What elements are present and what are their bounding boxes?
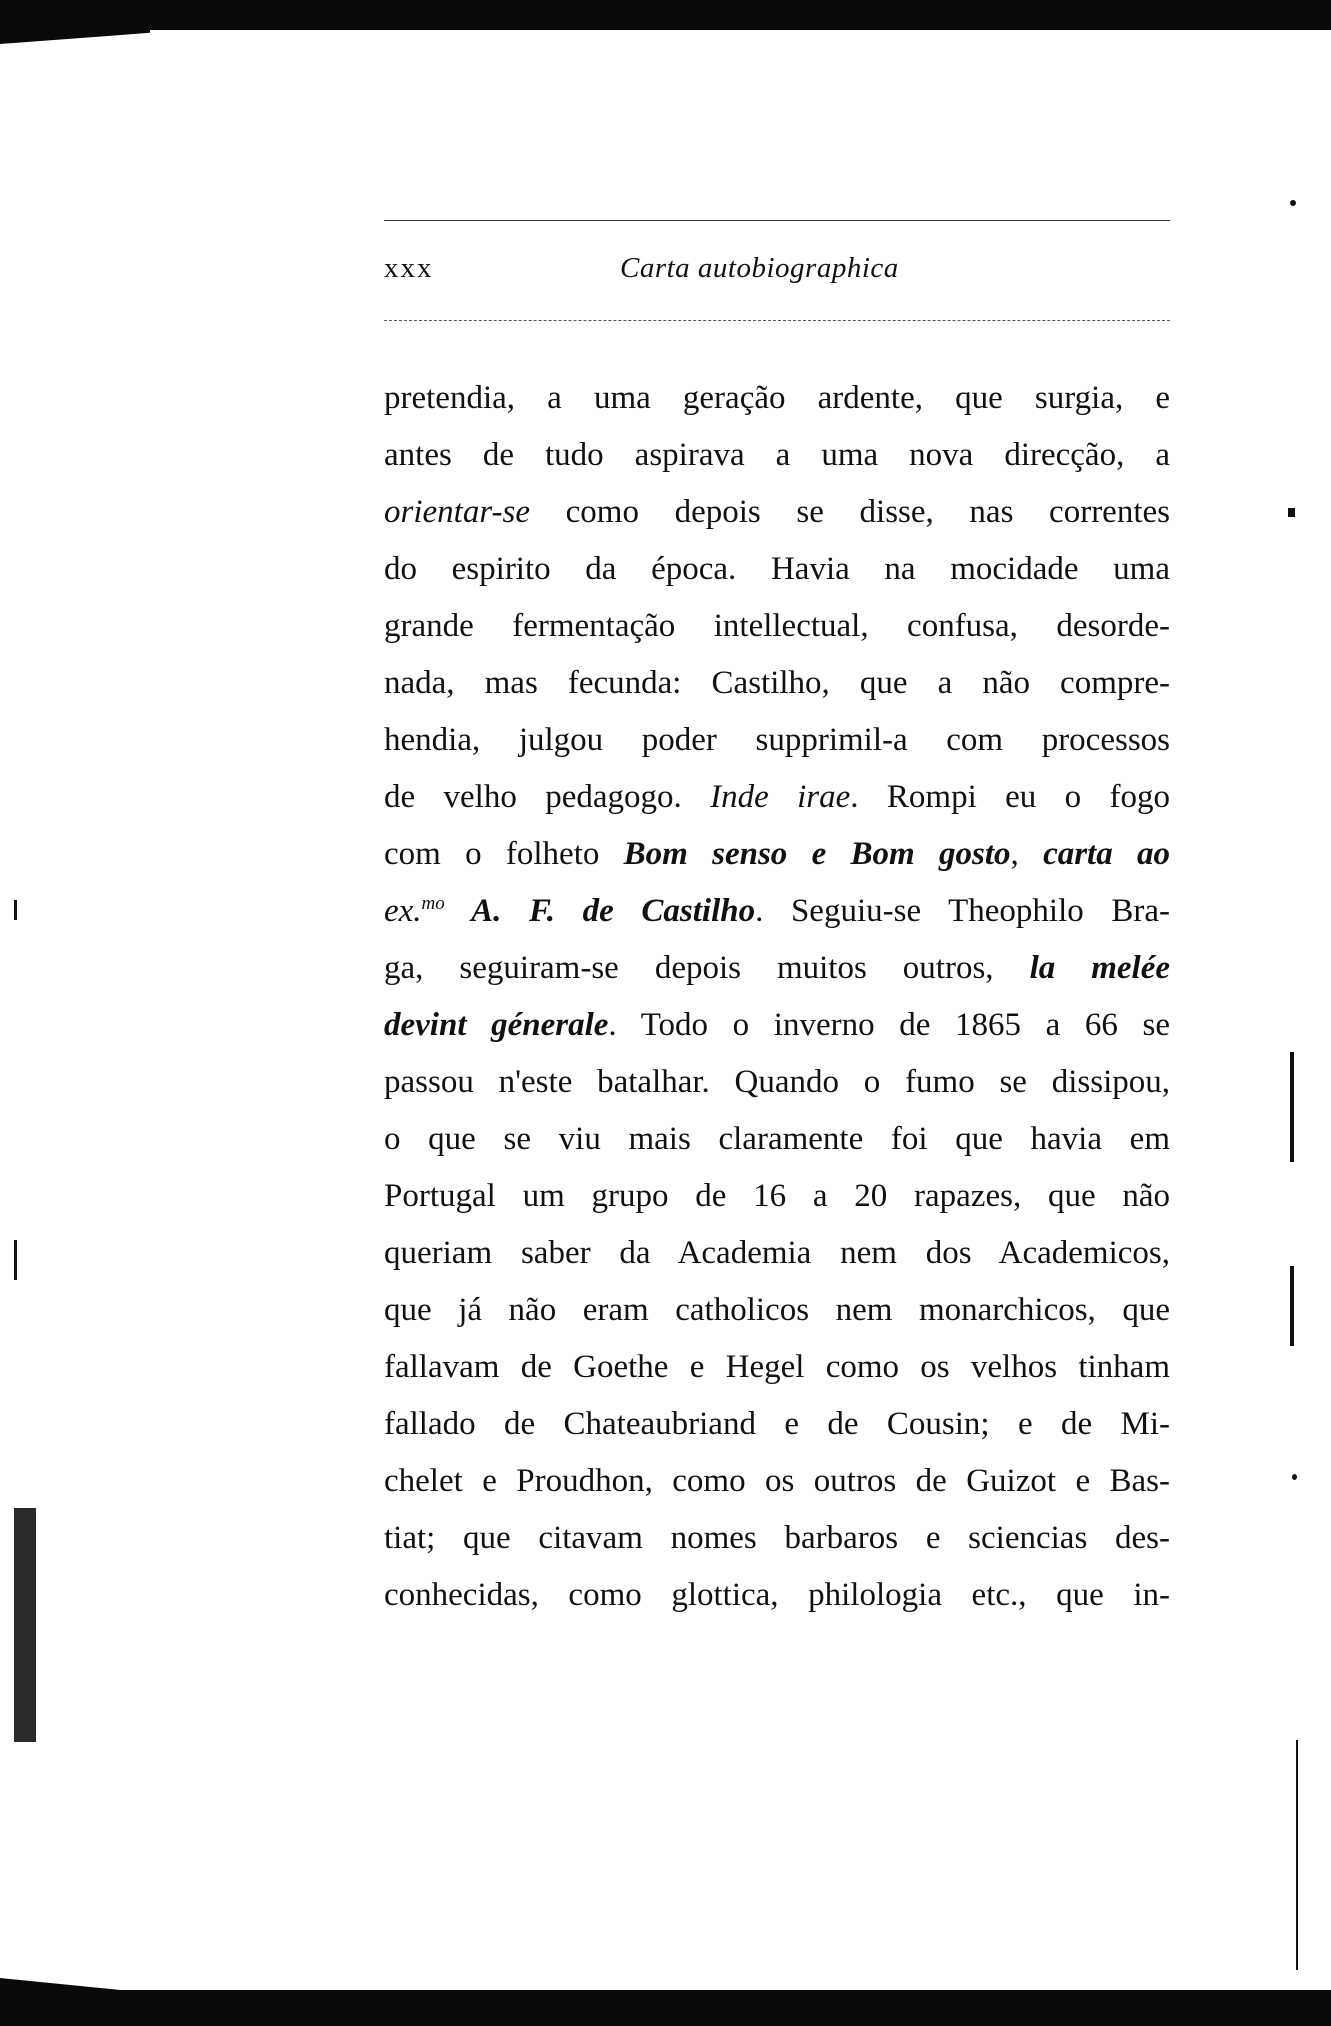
text-line [384,1510,1170,1567]
margin-mark [1292,1474,1297,1480]
text-line [384,1567,1170,1624]
text-line [384,1225,1170,1282]
text-segment: com o folheto [384,836,624,872]
text-line [384,655,1170,712]
text-line [384,1453,1170,1510]
text-line [384,769,1170,826]
margin-mark [1290,1052,1294,1162]
text-line [384,1168,1170,1225]
margin-mark [14,1240,17,1280]
text-line [384,883,1170,940]
text-segment: . Todo o inverno de 1865 a 66 se [608,1007,1170,1043]
text-line [384,940,1170,997]
text-line [384,1339,1170,1396]
text-line [384,370,1170,427]
text-segment: o que se viu mais claramente foi que havia em [384,1121,1170,1157]
text-line [384,484,1170,541]
text-segment: que já não eram catholicos nem monarchicos, que [384,1292,1170,1328]
text-line [384,598,1170,655]
running-title: Carta autobiographica [620,252,899,284]
margin-mark [1296,1740,1298,1970]
text-segment: fallavam de Goethe e Hegel como os velhos tinham [384,1349,1170,1385]
text-segment: queriam saber da Academia nem dos Academicos, [384,1235,1170,1271]
margin-mark [14,900,17,920]
margin-mark [14,1508,36,1742]
text-segment: grande fermentação intellectual, confusa, desorde- [384,608,1170,644]
text-segment: Bom senso e Bom gosto [623,836,1011,872]
text-line [384,712,1170,769]
text-line [384,826,1170,883]
scan-border-bottom [0,1990,1331,2026]
text-segment: conhecidas, como glottica, philologia etc., que in- [384,1577,1170,1613]
text-segment: antes de tudo aspirava a uma nova direcção, a [384,437,1170,473]
text-segment: A. F. de Castilho [444,893,756,929]
text-line [384,427,1170,484]
text-line [384,1282,1170,1339]
text-segment: hendia, julgou poder supprimil-a com processos [384,722,1170,758]
margin-mark [1290,200,1296,206]
text-segment: ga, seguiram-se depois muitos outros, [384,950,1030,986]
text-segment: passou n'este batalhar. Quando o fumo se dissipou, [384,1064,1170,1100]
scan-border-top-notch [0,30,150,44]
body-text [384,370,1170,1624]
text-line [384,541,1170,598]
margin-mark [1288,508,1295,517]
text-segment: ex. [384,893,422,929]
text-line [384,1054,1170,1111]
text-segment: nada, mas fecunda: Castilho, que a não compre- [384,665,1170,701]
text-segment: fallado de Chateaubriand e de Cousin; e de Mi- [384,1406,1170,1442]
text-segment: Inde irae [710,779,851,815]
text-segment: pretendia, a uma geração ardente, que surgia, e [384,380,1170,416]
text-line [384,1396,1170,1453]
header-rule-bottom [384,320,1170,321]
text-segment: do espirito da época. Havia na mocidade uma [384,551,1170,587]
header-rule-top [384,220,1170,221]
page-number: xxx [384,252,434,284]
text-segment: . Rompi eu o fogo [850,779,1171,815]
text-segment: devint génerale [384,1007,609,1043]
text-segment: tiat; que citavam nomes barbaros e sciencias des- [384,1520,1170,1556]
text-segment: mo [421,893,445,914]
text-segment: la melée [1029,950,1171,986]
text-segment: chelet e Proudhon, como os outros de Guizot e Bas- [384,1463,1170,1499]
scan-border-top [0,0,1331,30]
text-segment: orientar-se [384,494,530,530]
text-segment: . Seguiu-se Theophilo Bra- [755,893,1170,929]
margin-mark [1290,1266,1294,1346]
text-segment: , [1010,836,1044,872]
text-segment: Portugal um grupo de 16 a 20 rapazes, que não [384,1178,1170,1214]
text-segment: carta ao [1043,836,1171,872]
text-segment: de velho pedagogo. [384,779,711,815]
text-line [384,1111,1170,1168]
text-segment: como depois se disse, nas correntes [530,494,1170,530]
text-line [384,997,1170,1054]
